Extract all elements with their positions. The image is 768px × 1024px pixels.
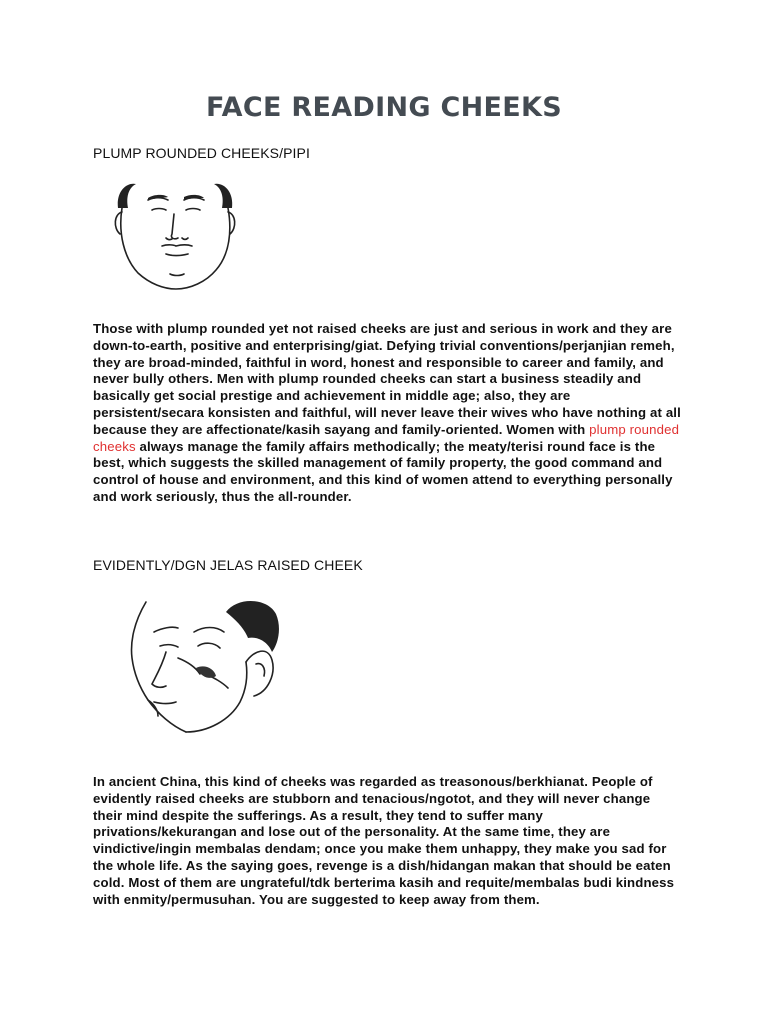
section-heading-raised-cheek: EVIDENTLY/DGN JELAS RAISED CHEEK <box>93 557 363 573</box>
paragraph-text-start: Those with plump rounded yet not raised cheeks are just and serious in work and they are down-to-earth, positive and enterprising/giat. Defying trivial conventions/perjanjian remeh, they are broad-minded, faithful in word, honest and responsible to career and family, and never bully others. Men with plump rounded cheeks can start a business steadily and basically get social prestige and achievement in middle age; also, they are persistent/secara konsisten and faithful, will never leave their wives who have nothing at all because they are affectionate/kasih sayang and family-oriented. Women with <box>93 321 681 437</box>
highlighted-text: plump rounded cheeks <box>93 421 680 454</box>
paragraph-text-end: always manage the family affairs methodically; the meaty/terisi round face is the best, which suggests the skilled management of family property, the good command and control of house and environment, and this kind of women attend to everything personally and work seriously, thus the all-rounder. <box>93 438 673 504</box>
section-paragraph-raised-cheek: In ancient China, this kind of cheeks was regarded as treasonous/berkhianat. People of evidently raised cheeks are stubborn and tenacious/ngotot, and they will never change their mind despite the sufferings. As a result, they tend to suffer many privations/kekurangan and lose out of the personality. At the same time, they are vindictive/ingin membalas dendam; once you make them unhappy, they make you sad for the whole life. As the saying goes, revenge is a dish/hidangan makan that should be eaten cold. Most of them are ungrateful/tdk berterima kasih and requite/membalas budi kindness with enmity/permusuhan. You are suggested to keep away from them. <box>93 774 675 907</box>
section-heading-plump-cheeks: PLUMP ROUNDED CHEEKS/PIPI <box>93 145 310 161</box>
plump-cheeks-face-illustration <box>108 178 243 293</box>
raised-cheek-face-illustration <box>118 592 286 742</box>
page-title: FACE READING CHEEKS <box>205 92 562 123</box>
section-paragraph-plump-cheeks <box>93 321 683 506</box>
